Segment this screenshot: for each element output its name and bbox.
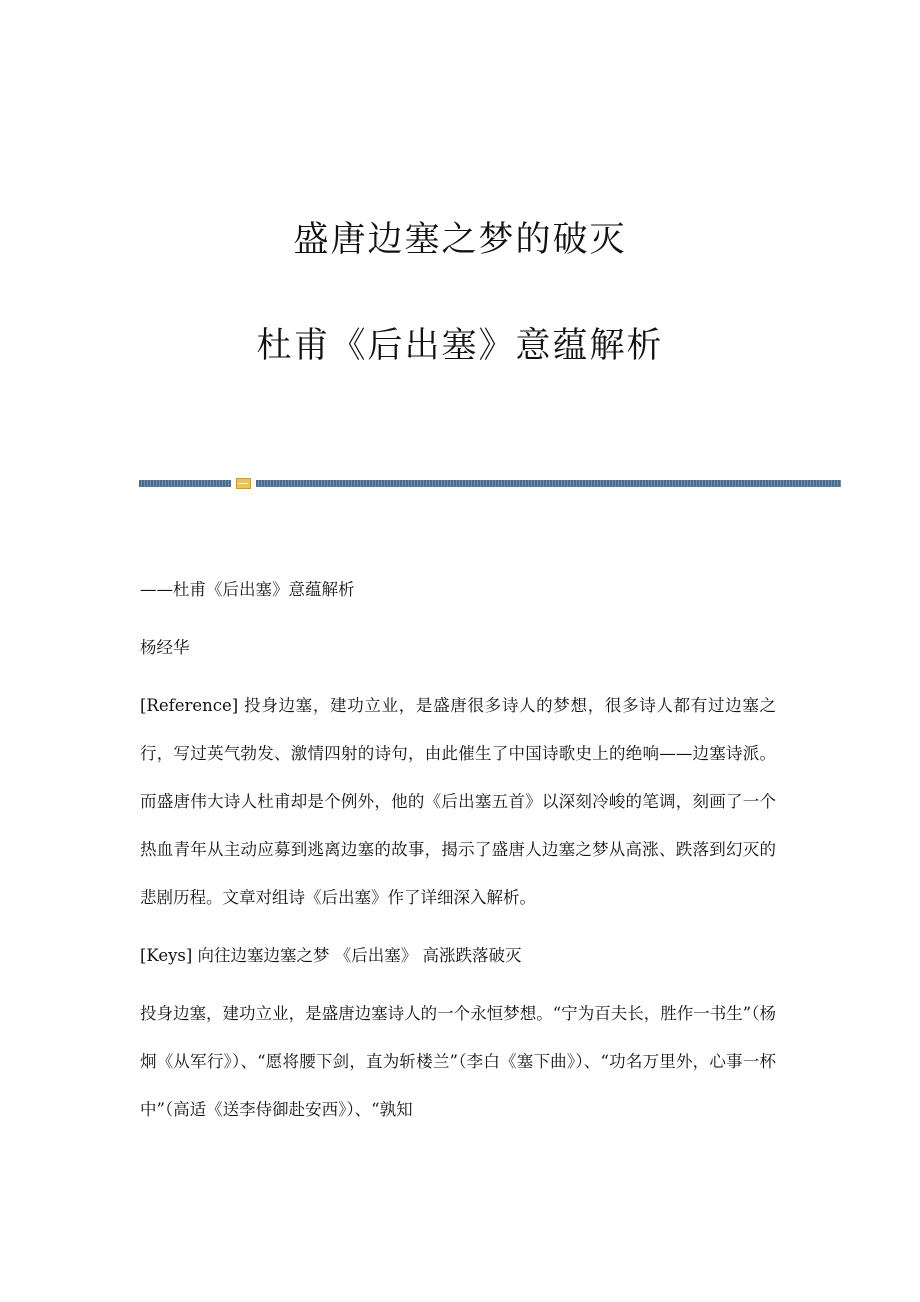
abstract-paragraph: [Reference] 投身边塞，建功立业，是盛唐很多诗人的梦想，很多诗人都有过边塞之行，写过英气勃发、激情四射的诗句，由此催生了中国诗歌史上的绝响——边塞诗派。而盛唐伟大诗人杜甫却是个例外，他的《后出塞五首》以深刻冷峻的笔调，刻画了一个热血青年从主动应募到逃离边塞的故事，揭示了盛唐人边塞之梦从高涨、跌落到幻灭的悲剧历程。文章对组诗《后出塞》作了详细深入解析。 xyxy=(140,696,776,907)
keywords-line: [Keys] 向往边塞边塞之梦 《后出塞》 高涨跌落破灭 xyxy=(140,946,522,965)
body-paragraph: 投身边塞，建功立业，是盛唐边塞诗人的一个永恒梦想。“宁为百夫长，胜作一书生”（杨炯《从军行》）、“愿将腰下剑，直为斩楼兰”（李白《塞下曲》）、“功名万里外，心事一杯中”（高适《送李侍御赴安西》）、“孰知 xyxy=(140,1004,776,1119)
author: 杨经华 xyxy=(140,638,190,657)
document-title-line-1: 盛唐边塞之梦的破灭 xyxy=(293,220,627,260)
subtitle: ——杜甫《后出塞》意蕴解析 xyxy=(140,580,355,599)
divider-bar-left xyxy=(139,480,231,487)
document-body xyxy=(140,566,776,1144)
document-title-line-2: 杜甫《后出塞》意蕴解析 xyxy=(256,326,664,366)
divider-ornament-icon xyxy=(236,478,251,489)
divider-bar-right xyxy=(256,480,841,487)
decorative-divider xyxy=(139,478,841,490)
